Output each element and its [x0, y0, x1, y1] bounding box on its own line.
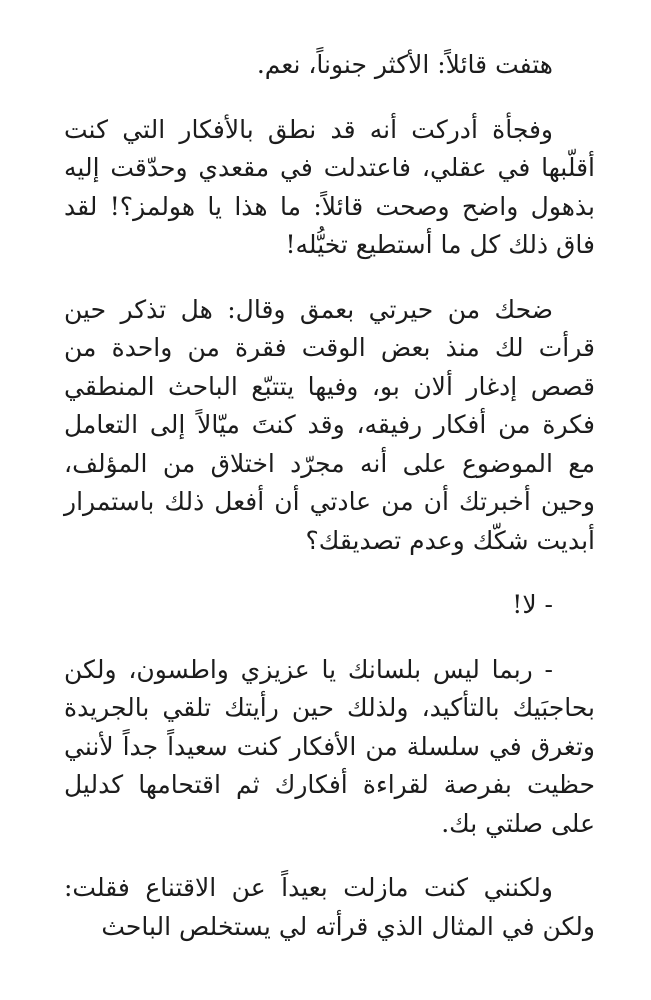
paragraph-exclamation: هتفت قائلاً: الأكثر جنوناً، نعم.: [256, 50, 553, 79]
paragraph-holmes-laughs: ضحك من حيرتي بعمق وقال: هل تذكر حين قرأت لك منذ بعض الوقت فقرة من واحدة من قصص إدغار ألان بو، وفيها يتتبّع الباحث المنطقي فكرة من أفكار رفيقه، وقد كنتَ ميّالاً إلى التعامل مع الموضوع على أنه مجرّد اختلاق من المؤلف، وحين أخبرتك أن من عادتي أن أفعل ذلك باستمرار أبديت شكّك وعدم تصديقك؟: [64, 294, 595, 555]
paragraph-denial: - لا!: [512, 590, 553, 619]
paragraph-realization: وفجأة أدركت أنه قد نطق بالأفكار التي كنت أقلّبها في عقلي، فاعتدلت في مقعدي وحدّقت إليه بذهول واضح وصحت قائلاً: ما هذا يا هولمز؟! لقد فاق ذلك كل ما أستطيع تخيُّله!: [64, 114, 595, 259]
paragraph-unconvinced: ولكنني كنت مازلت بعيداً عن الاقتناع فقلت: ولكن في المثال الذي قرأته لي يستخلص الباحث: [64, 873, 595, 941]
paragraph-eyebrows: - ربما ليس بلسانك يا عزيزي واطسون، ولكن بحاجبَيك بالتأكيد، ولذلك حين رأيتك تلقي بالجريدة وتغرق في سلسلة من الأفكار كنت سعيداً جداً لأنني حظيت بفرصة لقراءة أفكارك ثم اقتحامها كدليل على صلتي بك.: [64, 654, 595, 838]
